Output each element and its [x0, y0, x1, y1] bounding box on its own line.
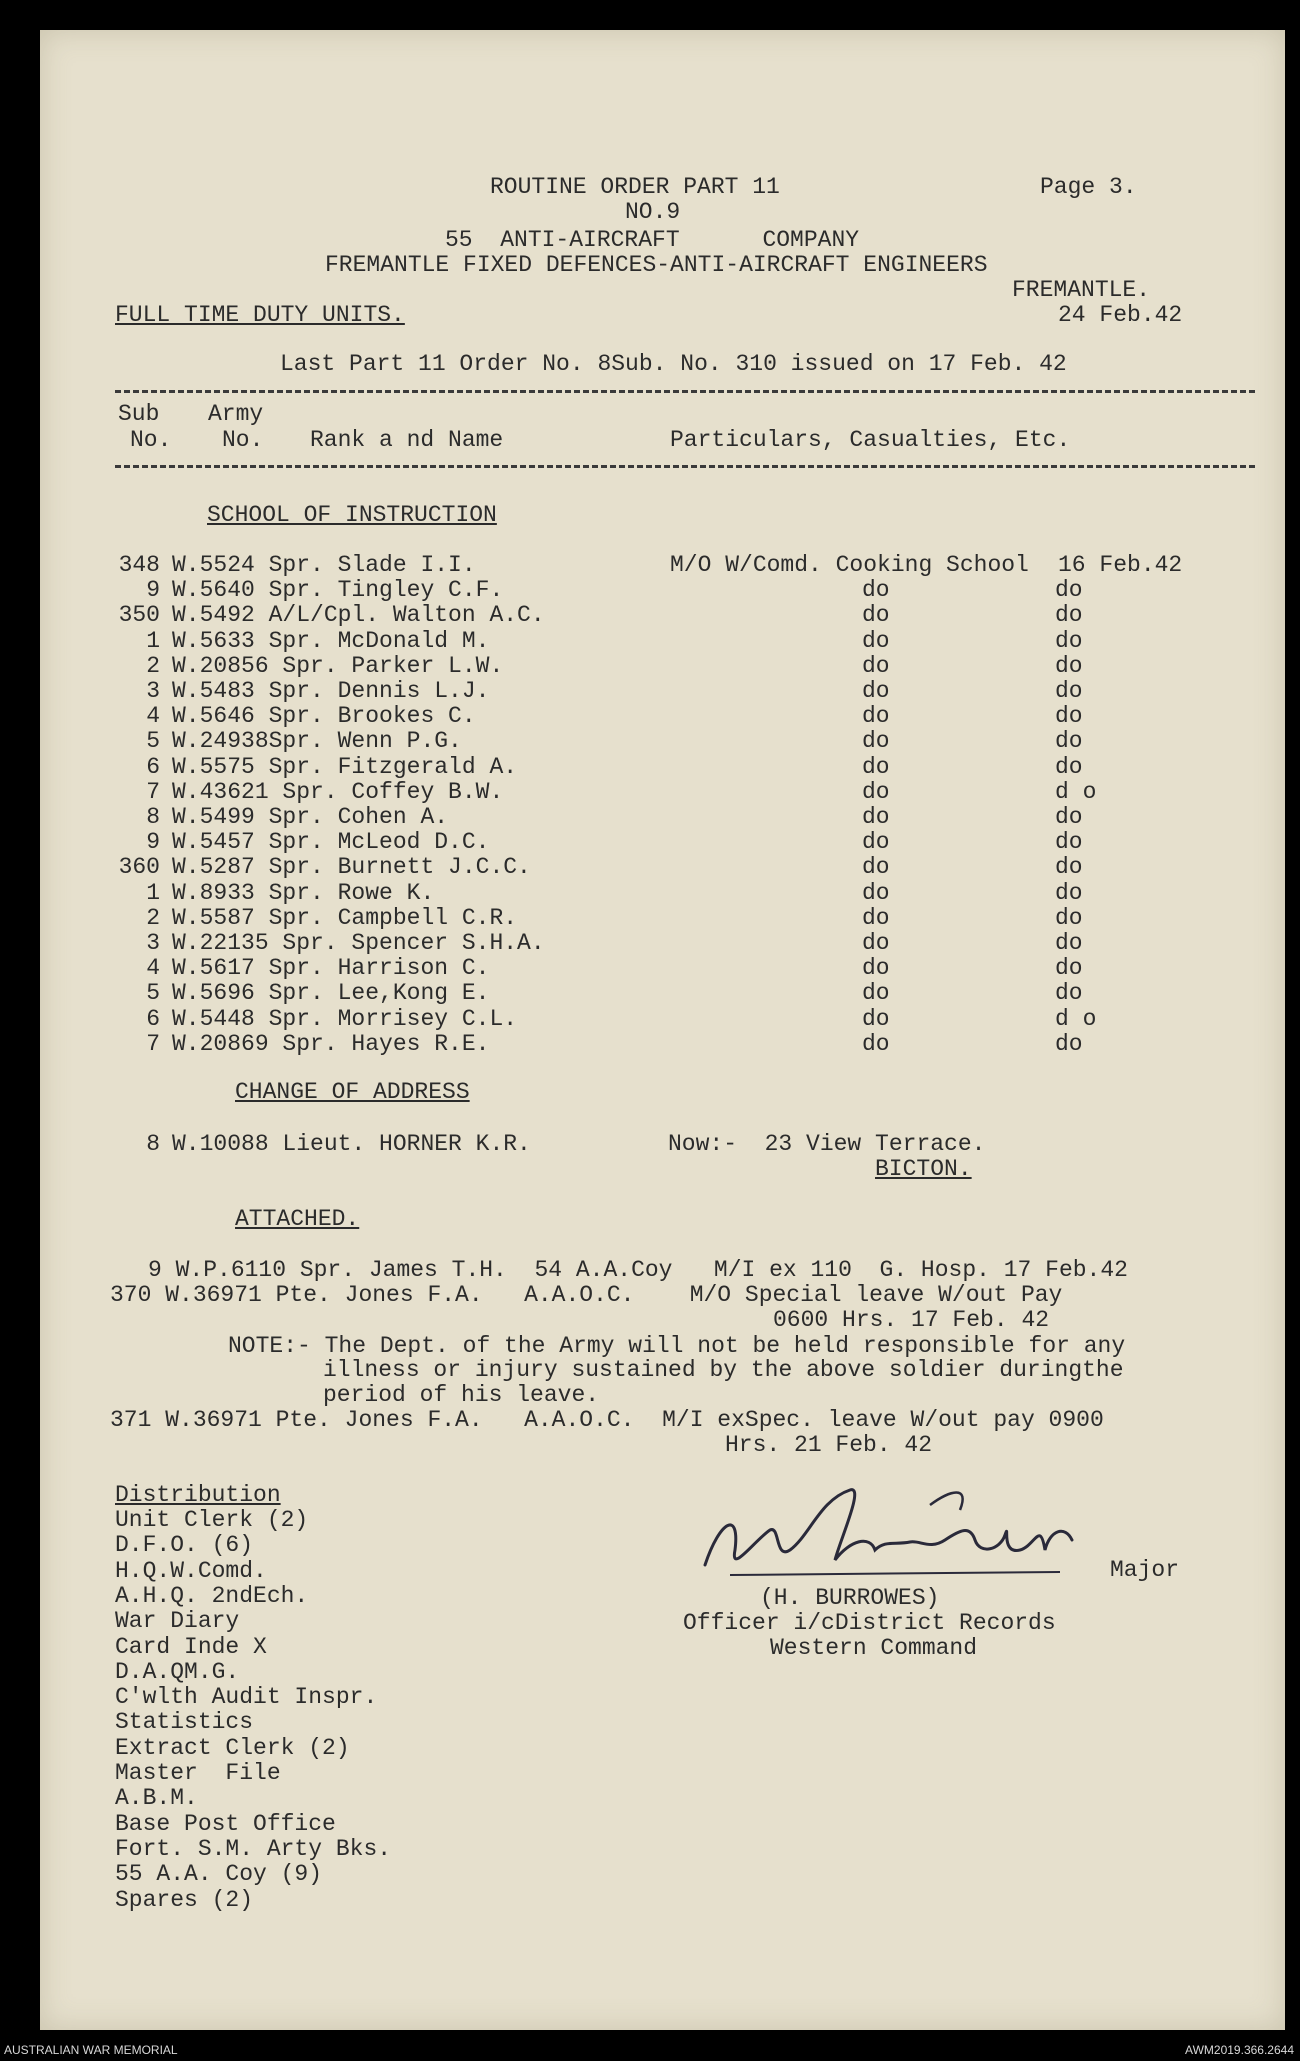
col-rank-name: Rank a nd Name: [310, 427, 504, 453]
order-title: ROUTINE ORDER PART 11: [490, 174, 780, 200]
row-sub-number: 6: [146, 753, 160, 780]
address-sub: 8: [146, 1131, 160, 1157]
row-sub-number: 3: [146, 678, 160, 704]
row-entry: W.5587 Spr. Campbell C.R.: [172, 904, 518, 931]
row-sub-number: 5: [146, 980, 160, 1007]
distribution-item: H.Q.W.Comd.: [115, 1557, 267, 1584]
unit-name: FREMANTLE FIXED DEFENCES-ANTI-AIRCRAFT ENGINEERS: [325, 252, 988, 278]
row-sub-number: 4: [146, 955, 160, 982]
row-ditto: do: [1055, 1030, 1083, 1057]
note-line: period of his leave.: [323, 1382, 600, 1408]
order-date: 24 Feb.42: [1058, 302, 1183, 328]
row-ditto: do: [862, 854, 890, 881]
row-sub-number: 9: [146, 577, 160, 604]
attached-line: 370 W.36971 Pte. Jones F.A. A.A.O.C. M/O Special leave W/out Pay: [110, 1282, 1063, 1308]
row-ditto: do: [862, 829, 890, 856]
row-entry: W.5633 Spr. McDonald M.: [172, 627, 490, 654]
col-army-bottom: No.: [222, 427, 264, 453]
section-heading-address: CHANGE OF ADDRESS: [235, 1079, 470, 1105]
row-sub-number: 4: [146, 703, 160, 730]
attached-line: 0600 Hrs. 17 Feb. 42: [773, 1307, 1050, 1333]
row-date: 16 Feb.42: [1058, 552, 1183, 578]
row-entry: W.5483 Spr. Dennis L.J.: [172, 678, 490, 704]
row-ditto: do: [1055, 955, 1083, 982]
signature-rank: Major: [1110, 1557, 1180, 1583]
distribution-item: A.H.Q. 2ndEch.: [115, 1582, 309, 1609]
row-ditto: do: [1055, 753, 1083, 780]
row-ditto: do: [862, 1005, 890, 1032]
attached-line: 371 W.36971 Pte. Jones F.A. A.A.O.C. M/I exSpec. leave W/out pay 0900: [110, 1407, 1104, 1433]
location: FREMANTLE.: [1012, 277, 1151, 303]
row-entry: W.5646 Spr. Brookes C.: [172, 703, 476, 730]
col-sub-top: Sub: [118, 401, 160, 427]
row-sub-number: 2: [146, 652, 160, 679]
col-particulars: Particulars, Casualties, Etc.: [670, 427, 1071, 453]
row-ditto: do: [862, 627, 890, 654]
distribution-item: Extract Clerk (2): [115, 1734, 350, 1761]
distribution-item: 55 A.A. Coy (9): [115, 1861, 323, 1888]
distribution-item: Base Post Office: [115, 1810, 336, 1837]
attached-line: 9 W.P.6110 Spr. James T.H. 54 A.A.Coy M/I ex 110 G. Hosp. 17 Feb.42: [148, 1257, 1128, 1283]
row-ditto: do: [862, 904, 890, 931]
distribution-item: Unit Clerk (2): [115, 1507, 309, 1533]
distribution-item: Fort. S.M. Arty Bks.: [115, 1835, 392, 1862]
distribution-item: Spares (2): [115, 1886, 254, 1913]
row-ditto: do: [862, 930, 890, 956]
row-ditto: do: [1055, 627, 1083, 654]
row-sub-number: 9: [146, 829, 160, 856]
row-entry: W.5524 Spr. Slade I.I.: [172, 552, 476, 578]
row-ditto: do: [1055, 854, 1083, 881]
address-place: BICTON.: [875, 1156, 972, 1182]
row-ditto: do: [1055, 829, 1083, 856]
col-sub-bottom: No.: [130, 427, 172, 453]
row-ditto: do: [862, 652, 890, 679]
row-entry: W.22135 Spr. Spencer S.H.A.: [172, 930, 545, 956]
row-entry: W.5499 Spr. Cohen A.: [172, 804, 449, 830]
last-order-line: Last Part 11 Order No. 8Sub. No. 310 issued on 17 Feb. 42: [280, 351, 1067, 377]
note-line: NOTE:- The Dept. of the Army will not be held responsible for any: [228, 1333, 1126, 1359]
row-particulars: M/O W/Comd. Cooking School: [670, 552, 1029, 578]
footer-left: AUSTRALIAN WAR MEMORIAL: [4, 2043, 178, 2057]
row-entry: W.5640 Spr. Tingley C.F.: [172, 577, 504, 604]
address-entry: W.10088 Lieut. HORNER K.R.: [172, 1131, 531, 1157]
row-ditto: do: [862, 678, 890, 704]
row-ditto: do: [1055, 904, 1083, 931]
col-army-top: Army: [208, 401, 264, 427]
row-ditto: do: [1055, 678, 1083, 704]
distribution-item: C'wlth Audit Inspr.: [115, 1684, 378, 1711]
row-ditto: do: [862, 602, 890, 629]
row-entry: W.20856 Spr. Parker L.W.: [172, 652, 504, 679]
row-sub-number: 7: [146, 778, 160, 805]
row-entry: W.8933 Spr. Rowe K.: [172, 879, 435, 906]
row-ditto: do: [862, 577, 890, 604]
row-ditto: do: [862, 728, 890, 755]
row-sub-number: 7: [146, 1030, 160, 1057]
row-sub-number: 350: [118, 602, 160, 629]
row-sub-number: 348: [118, 552, 160, 578]
row-ditto: do: [862, 778, 890, 805]
row-ditto: do: [1055, 577, 1083, 604]
section-heading-school: SCHOOL OF INSTRUCTION: [207, 502, 497, 528]
row-sub-number: 360: [118, 854, 160, 881]
row-ditto: do: [1055, 728, 1083, 755]
row-ditto: d o: [1055, 1005, 1097, 1032]
section-label: FULL TIME DUTY UNITS.: [115, 302, 405, 328]
row-ditto: do: [862, 955, 890, 982]
distribution-item: D.F.O. (6): [115, 1532, 254, 1559]
handwritten-signature: [700, 1480, 1120, 1590]
row-ditto: do: [862, 753, 890, 780]
note-line: illness or injury sustained by the above soldier duringthe: [323, 1357, 1124, 1383]
section-heading-attached: ATTACHED.: [235, 1206, 360, 1232]
row-ditto: d o: [1055, 778, 1097, 805]
signature-title: Officer i/cDistrict Records: [683, 1610, 1056, 1636]
row-ditto: do: [1055, 980, 1083, 1007]
row-entry: W.5287 Spr. Burnett J.C.C.: [172, 854, 531, 881]
row-entry: W.43621 Spr. Coffey B.W.: [172, 778, 504, 805]
order-number: NO.9: [625, 199, 681, 225]
row-ditto: do: [862, 879, 890, 906]
row-entry: W.20869 Spr. Hayes R.E.: [172, 1030, 490, 1057]
row-sub-number: 3: [146, 930, 160, 956]
row-ditto: do: [1055, 652, 1083, 679]
row-ditto: do: [1055, 602, 1083, 629]
company-name: 55 ANTI-AIRCRAFT COMPANY: [445, 227, 860, 253]
footer-right: AWM2019.366.2644: [1185, 2043, 1294, 2057]
row-entry: W.5696 Spr. Lee,Kong E.: [172, 980, 490, 1007]
row-entry: W.24938Spr. Wenn P.G.: [172, 728, 462, 755]
signature-name: (H. BURROWES): [760, 1585, 940, 1611]
row-ditto: do: [1055, 879, 1083, 906]
row-entry: W.5575 Spr. Fitzgerald A.: [172, 753, 518, 780]
divider: [115, 390, 1255, 393]
row-ditto: do: [862, 804, 890, 830]
row-ditto: do: [1055, 703, 1083, 730]
distribution-heading: Distribution: [115, 1482, 281, 1508]
row-ditto: do: [1055, 804, 1083, 830]
row-ditto: do: [862, 703, 890, 730]
row-ditto: do: [862, 980, 890, 1007]
row-sub-number: 5: [146, 728, 160, 755]
row-sub-number: 8: [146, 804, 160, 830]
row-sub-number: 1: [146, 627, 160, 654]
distribution-item: Master File: [115, 1760, 281, 1786]
divider: [115, 465, 1255, 468]
distribution-item: War Diary: [115, 1608, 240, 1635]
attached-line: Hrs. 21 Feb. 42: [725, 1432, 933, 1458]
signature-command: Western Command: [770, 1635, 978, 1661]
row-entry: W.5448 Spr. Morrisey C.L.: [172, 1005, 518, 1032]
distribution-item: Card Inde X: [115, 1633, 267, 1660]
row-entry: W.5492 A/L/Cpl. Walton A.C.: [172, 602, 545, 629]
row-sub-number: 6: [146, 1005, 160, 1032]
row-sub-number: 2: [146, 904, 160, 931]
row-entry: W.5617 Spr. Harrison C.: [172, 955, 490, 982]
page-number: Page 3.: [1040, 174, 1137, 200]
row-entry: W.5457 Spr. McLeod D.C.: [172, 829, 490, 856]
distribution-item: D.A.QM.G.: [115, 1658, 240, 1685]
distribution-item: Statistics: [115, 1709, 254, 1736]
address-now: Now:- 23 View Terrace.: [668, 1131, 986, 1157]
row-ditto: do: [862, 1030, 890, 1057]
distribution-item: A.B.M.: [115, 1785, 198, 1812]
row-ditto: do: [1055, 930, 1083, 956]
row-sub-number: 1: [146, 879, 160, 906]
